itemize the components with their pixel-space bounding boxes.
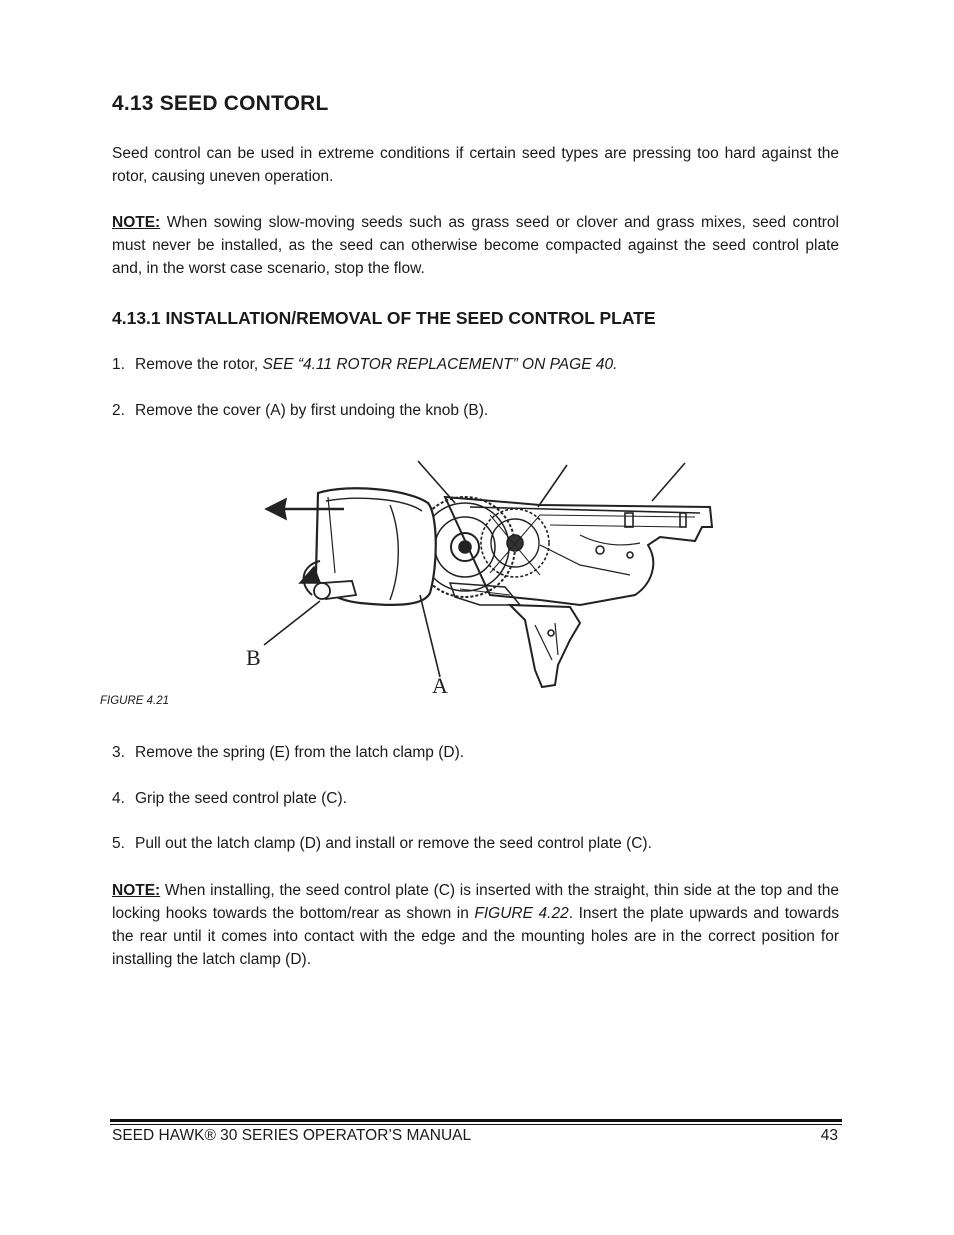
intro-paragraph: Seed control can be used in extreme conditions if certain seed types are pressing too hard against the rotor, causing uneven operation. bbox=[112, 145, 839, 185]
figure-reference: FIGURE 4.22 bbox=[474, 905, 569, 922]
figure-label-b: B bbox=[246, 645, 261, 670]
footer-rule-thin bbox=[110, 1124, 842, 1125]
cross-reference: SEE “4.11 ROTOR REPLACEMENT” ON PAGE 40. bbox=[262, 356, 618, 373]
figure-caption: FIGURE 4.21 bbox=[100, 695, 170, 707]
footer-rule-thick bbox=[110, 1119, 842, 1122]
step-2: 2. Remove the cover (A) by first undoing the knob (B). bbox=[112, 402, 489, 419]
step-5: 5. Pull out the latch clamp (D) and install or remove the seed control plate (C). bbox=[112, 835, 652, 852]
note-paragraph-2: NOTE: When installing, the seed control plate (C) is inserted with the straight, thin side at the top and the locking hooks towards the bottom/rear as shown in FIGURE 4.22. Insert the plate upwards and towards the rear until it comes into contact with the edge and the mounting holes are in the correct position for installing the latch clamp (D). bbox=[112, 882, 840, 968]
note-text: When sowing slow-moving seeds such as grass seed or clover and grass mixes, seed control must never be installed, as the seed can otherwise become compacted against the seed control plate and, in the worst case scenario, stop the flow. bbox=[112, 214, 839, 277]
section-title: 4.13 SEED CONTORL bbox=[112, 92, 329, 115]
step-4: 4. Grip the seed control plate (C). bbox=[112, 790, 347, 807]
note-label: NOTE: bbox=[112, 214, 161, 231]
subsection-title: 4.13.1 INSTALLATION/REMOVAL OF THE SEED CONTROL PLATE bbox=[112, 308, 656, 328]
step-3: 3. Remove the spring (E) from the latch clamp (D). bbox=[112, 744, 465, 761]
note-label: NOTE: bbox=[112, 882, 161, 899]
figure-seed-control-illustration bbox=[240, 455, 720, 700]
figure-label-a: A bbox=[432, 673, 448, 698]
footer-page-number: 43 bbox=[820, 1127, 838, 1144]
step-1: 1. Remove the rotor, SEE “4.11 ROTOR REPLACEMENT” ON PAGE 40. bbox=[112, 356, 618, 373]
note-paragraph-1 bbox=[112, 211, 839, 280]
footer-manual-title: SEED HAWK® 30 SERIES OPERATOR’S MANUAL bbox=[112, 1127, 472, 1144]
